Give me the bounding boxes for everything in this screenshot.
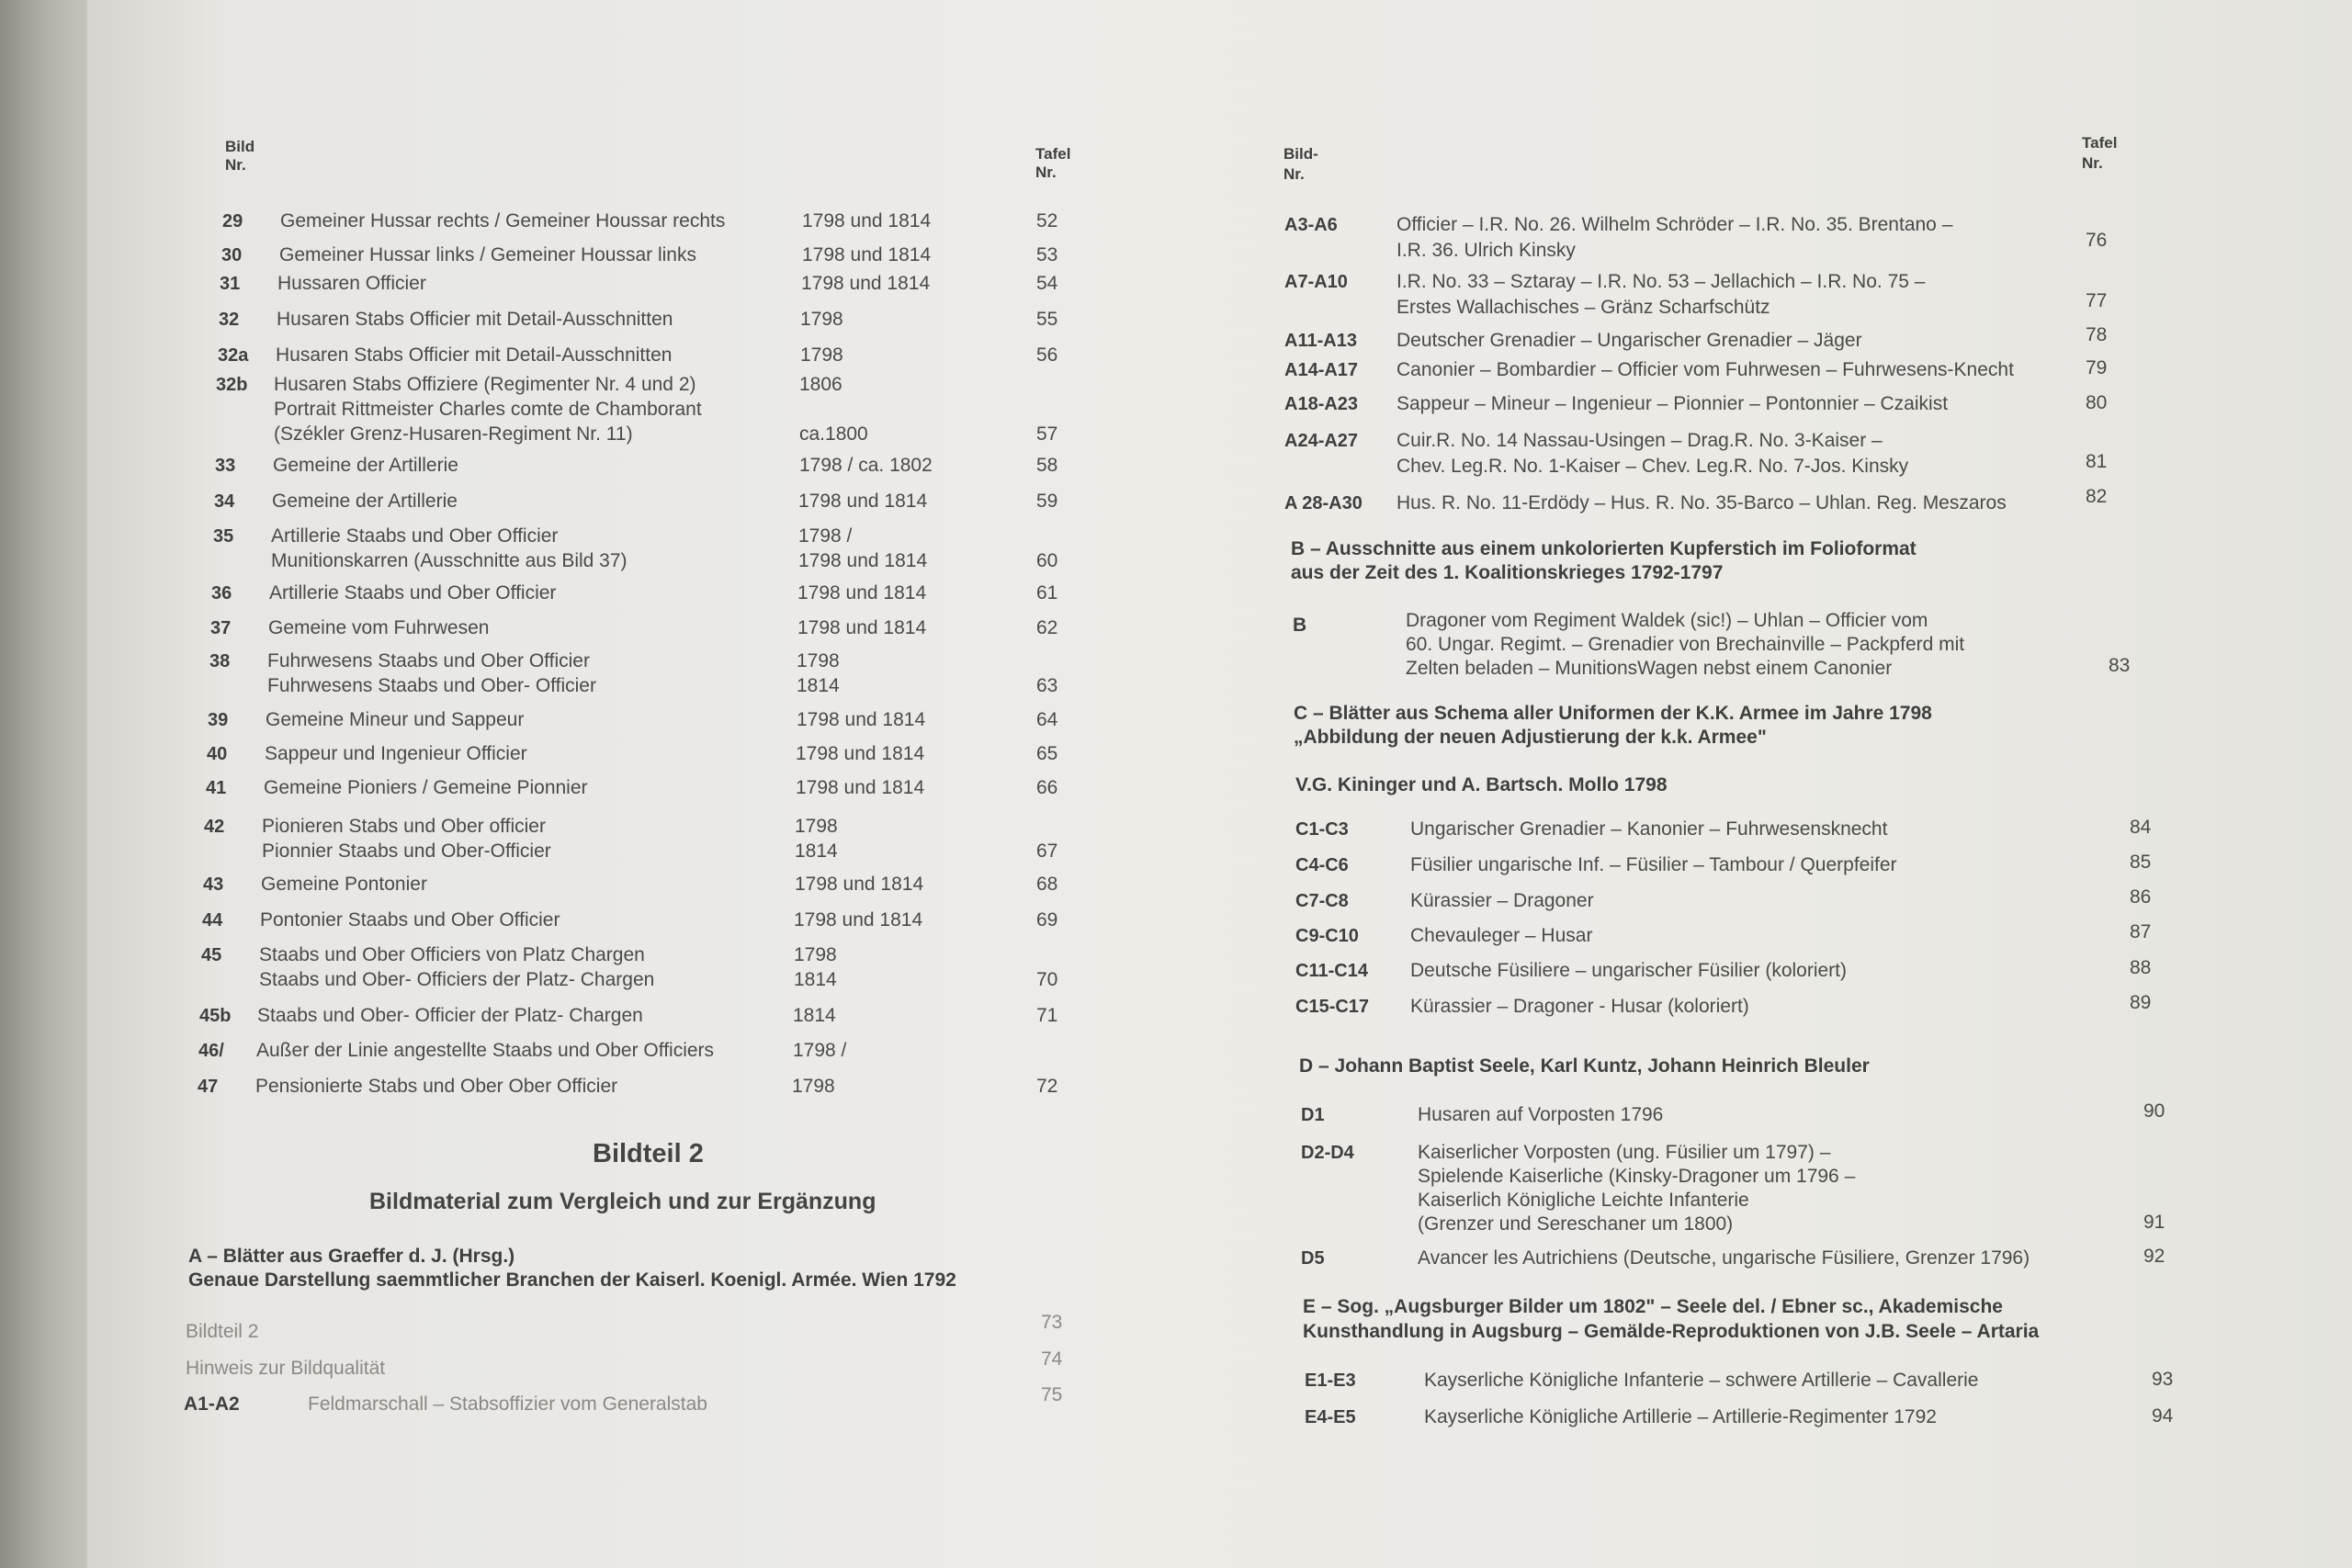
tafel-number: 69 bbox=[1036, 909, 1058, 931]
row-number: 32b bbox=[216, 375, 248, 395]
row-number: 29 bbox=[222, 211, 243, 231]
section-c-line2: „Abbildung der neuen Adjustierung der k.k. Armee" bbox=[1294, 727, 1767, 748]
row-number: 41 bbox=[206, 778, 227, 798]
tafel-number: 89 bbox=[2130, 992, 2152, 1013]
row-title: I.R. 36. Ulrich Kinsky bbox=[1396, 240, 1576, 261]
section-a-line1: A – Blätter aus Graeffer d. J. (Hrsg.) bbox=[188, 1246, 515, 1267]
row-title: (Székler Grenz-Husaren-Regiment Nr. 11) bbox=[274, 423, 633, 445]
row-title: Pensionierte Stabs und Ober Ober Officier bbox=[255, 1076, 618, 1097]
row-number: D2-D4 bbox=[1301, 1143, 1354, 1163]
row-date: 1798 und 1814 bbox=[796, 743, 925, 764]
tafel-number: 70 bbox=[1036, 969, 1058, 990]
row-number: E1-E3 bbox=[1305, 1371, 1356, 1391]
section-e-line2: Kunsthandlung in Augsburg – Gemälde-Reproduktionen von J.B. Seele – Artaria bbox=[1303, 1321, 2040, 1342]
row-number: C11-C14 bbox=[1295, 961, 1368, 981]
row-date: 1798 / ca. 1802 bbox=[799, 455, 933, 476]
row-date: 1798 bbox=[797, 650, 840, 671]
row-number: D5 bbox=[1301, 1248, 1325, 1269]
row-number: A14-A17 bbox=[1284, 360, 1359, 380]
tafel-number: 79 bbox=[2086, 357, 2108, 378]
row-number: 34 bbox=[214, 491, 235, 512]
tafel-number: 78 bbox=[2086, 324, 2108, 345]
tafel-number: 54 bbox=[1036, 273, 1058, 294]
tafel-number: 65 bbox=[1036, 743, 1058, 764]
row-number: 44 bbox=[202, 910, 223, 931]
row-date: 1798 und 1814 bbox=[797, 617, 927, 638]
row-number: A1-A2 bbox=[184, 1393, 240, 1415]
row-title: Pionnier Staabs und Ober-Officier bbox=[262, 840, 551, 862]
row-date: 1814 bbox=[794, 969, 837, 990]
book-page bbox=[87, 0, 2352, 1568]
row-title: Pontonier Staabs und Ober Officier bbox=[260, 909, 560, 931]
row-title: Hussaren Officier bbox=[277, 273, 426, 294]
row-date: 1798 und 1814 bbox=[802, 210, 932, 231]
tafel-nr-header: Nr. bbox=[1035, 164, 1057, 181]
tafel-number: 91 bbox=[2143, 1212, 2165, 1233]
row-title: Sappeur und Ingenieur Officier bbox=[265, 743, 527, 764]
section-b-line2: aus der Zeit des 1. Koalitionskrieges 1792-1797 bbox=[1291, 562, 1724, 583]
bildteil-subtitle: Bildmaterial zum Vergleich und zur Ergänzung bbox=[369, 1189, 876, 1214]
row-title: Staabs und Ober- Officier der Platz- Chargen bbox=[257, 1005, 643, 1026]
row-title: I.R. No. 33 – Sztaray – I.R. No. 53 – Jellachich – I.R. No. 75 – bbox=[1396, 271, 1926, 292]
row-date: 1798 bbox=[800, 309, 843, 330]
tafel-number: 57 bbox=[1036, 423, 1058, 445]
tafel-number: 75 bbox=[1041, 1384, 1063, 1405]
facing-page-edge bbox=[0, 0, 87, 1568]
tafel-number: 67 bbox=[1036, 840, 1058, 862]
section-c-subheading: V.G. Kininger und A. Bartsch. Mollo 1798 bbox=[1295, 774, 1668, 795]
row-title: Chevauleger – Husar bbox=[1410, 925, 1593, 946]
tafel-number: 72 bbox=[1036, 1076, 1058, 1097]
tafel-number: 60 bbox=[1036, 550, 1058, 571]
row-title: Gemeine Mineur und Sappeur bbox=[266, 709, 525, 730]
row-number: C1-C3 bbox=[1295, 819, 1349, 840]
row-title: Kaiserlich Königliche Leichte Infanterie bbox=[1418, 1190, 1749, 1211]
row-number: A 28-A30 bbox=[1284, 493, 1363, 513]
row-date: 1798 bbox=[795, 816, 838, 837]
tafel-header: Tafel bbox=[2082, 134, 2118, 152]
tafel-number: 77 bbox=[2086, 290, 2108, 311]
tafel-number: 84 bbox=[2130, 817, 2152, 838]
tafel-number: 90 bbox=[2143, 1100, 2165, 1122]
tafel-number: 76 bbox=[2086, 230, 2108, 251]
row-title: Munitionskarren (Ausschnitte aus Bild 37) bbox=[271, 550, 628, 571]
row-number: 32a bbox=[218, 345, 249, 366]
row-number: 43 bbox=[203, 874, 224, 895]
row-number: 42 bbox=[204, 817, 225, 837]
row-title: Fuhrwesens Staabs und Ober Officier bbox=[267, 650, 590, 671]
row-number: C7-C8 bbox=[1295, 891, 1349, 911]
tafel-number: 87 bbox=[2130, 921, 2152, 942]
tafel-number: 82 bbox=[2086, 486, 2108, 507]
row-title: Officier – I.R. No. 26. Wilhelm Schröder – I.R. No. 35. Brentano – bbox=[1396, 214, 1953, 235]
row-date: 1798 und 1814 bbox=[797, 582, 927, 604]
row-title: Gemeine der Artillerie bbox=[273, 455, 458, 476]
bild-header: Bild- bbox=[1283, 145, 1318, 163]
row-title: Husaren Stabs Offiziere (Regimenter Nr. 4 und 2) bbox=[274, 374, 696, 395]
row-date: 1798 / bbox=[793, 1040, 847, 1061]
row-title: Artillerie Staabs und Ober Officier bbox=[271, 525, 559, 547]
row-title: Husaren Stabs Officier mit Detail-Ausschnitten bbox=[276, 344, 673, 366]
tafel-number: 63 bbox=[1036, 675, 1058, 696]
tafel-number: 71 bbox=[1036, 1005, 1058, 1026]
tafel-number: 73 bbox=[1041, 1312, 1063, 1333]
bild-nr-header: Nr. bbox=[1283, 165, 1305, 183]
row-title: Sappeur – Mineur – Ingenieur – Pionnier – Pontonnier – Czaikist bbox=[1396, 393, 1949, 414]
row-date: 1798 und 1814 bbox=[794, 909, 923, 931]
row-date: 1798 und 1814 bbox=[798, 491, 928, 512]
row-date: 1798 bbox=[794, 944, 837, 965]
row-title: Gemeiner Hussar rechts / Gemeiner Houssar rechts bbox=[280, 210, 726, 231]
row-number: 45b bbox=[199, 1006, 232, 1026]
tafel-number: 74 bbox=[1041, 1348, 1063, 1370]
tafel-number: 55 bbox=[1036, 309, 1058, 330]
tafel-number: 53 bbox=[1036, 244, 1058, 265]
row-number: A7-A10 bbox=[1284, 272, 1348, 292]
row-title: Gemeiner Hussar links / Gemeiner Houssar links bbox=[279, 244, 696, 265]
row-title: Gemeine Pioniers / Gemeine Pionnier bbox=[264, 777, 588, 798]
row-date: 1806 bbox=[799, 374, 842, 395]
tafel-number: 88 bbox=[2130, 957, 2152, 978]
bild-nr-header: Nr. bbox=[225, 156, 246, 174]
row-title: 60. Ungar. Regimt. – Grenadier von Brechainville – Packpferd mit bbox=[1406, 634, 1965, 655]
row-date: 1798 bbox=[800, 344, 843, 366]
row-title: Gemeine der Artillerie bbox=[272, 491, 458, 512]
row-title: Kaiserlicher Vorposten (ung. Füsilier um 1797) – bbox=[1418, 1142, 1831, 1163]
row-title: Erstes Wallachisches – Gränz Scharfschütz bbox=[1396, 297, 1770, 318]
row-title: Deutsche Füsiliere – ungarischer Füsilier (koloriert) bbox=[1410, 960, 1848, 981]
row-title: Staabs und Ober- Officiers der Platz- Chargen bbox=[259, 969, 655, 990]
row-number: 31 bbox=[220, 274, 241, 294]
section-c-line1: C – Blätter aus Schema aller Uniformen der K.K. Armee im Jahre 1798 bbox=[1294, 703, 1932, 724]
row-date: 1798 bbox=[792, 1076, 835, 1097]
section-a-line2: Genaue Darstellung saemmtlicher Branchen der Kaiserl. Koenigl. Armée. Wien 1792 bbox=[188, 1269, 956, 1291]
row-number: 30 bbox=[221, 245, 243, 265]
row-title: Kayserliche Königliche Artillerie – Artillerie-Regimenter 1792 bbox=[1424, 1406, 1937, 1427]
row-number: B bbox=[1293, 615, 1307, 636]
row-title: Gemeine vom Fuhrwesen bbox=[268, 617, 490, 638]
tafel-number: 56 bbox=[1036, 344, 1058, 366]
tafel-number: 92 bbox=[2143, 1246, 2165, 1267]
tafel-number: 85 bbox=[2130, 852, 2152, 873]
tafel-number: 68 bbox=[1036, 874, 1058, 895]
tafel-number: 93 bbox=[2152, 1369, 2174, 1390]
tafel-number: 52 bbox=[1036, 210, 1058, 231]
row-title: Bildteil 2 bbox=[186, 1321, 259, 1342]
row-title: Deutscher Grenadier – Ungarischer Grenadier – Jäger bbox=[1396, 330, 1862, 351]
row-number: 35 bbox=[213, 526, 234, 547]
section-d-heading: D – Johann Baptist Seele, Karl Kuntz, Johann Heinrich Bleuler bbox=[1299, 1055, 1870, 1077]
row-title: Kayserliche Königliche Infanterie – schwere Artillerie – Cavallerie bbox=[1424, 1370, 1979, 1391]
tafel-number: 64 bbox=[1036, 709, 1058, 730]
row-number: 46/ bbox=[198, 1041, 224, 1061]
row-title: Husaren auf Vorposten 1796 bbox=[1418, 1104, 1664, 1125]
row-title: Hinweis zur Bildqualität bbox=[186, 1358, 386, 1379]
tafel-header: Tafel bbox=[1035, 145, 1071, 163]
row-number: 45 bbox=[201, 945, 222, 965]
row-date: 1814 bbox=[795, 840, 838, 862]
row-title: Ungarischer Grenadier – Kanonier – Fuhrwesensknecht bbox=[1410, 818, 1888, 840]
row-number: 38 bbox=[209, 651, 231, 671]
tafel-nr-header: Nr. bbox=[2082, 154, 2103, 172]
row-number: C4-C6 bbox=[1295, 855, 1349, 875]
tafel-number: 66 bbox=[1036, 777, 1058, 798]
row-date: ca.1800 bbox=[799, 423, 868, 445]
row-number: 32 bbox=[219, 310, 240, 330]
row-title: Portrait Rittmeister Charles comte de Chamborant bbox=[274, 399, 702, 420]
row-title: Außer der Linie angestellte Staabs und Ober Officiers bbox=[256, 1040, 715, 1061]
row-title: Staabs und Ober Officiers von Platz Chargen bbox=[259, 944, 645, 965]
row-title: (Grenzer und Sereschaner um 1800) bbox=[1418, 1213, 1734, 1235]
tafel-number: 86 bbox=[2130, 886, 2152, 908]
row-number: C9-C10 bbox=[1295, 926, 1359, 946]
row-date: 1798 / bbox=[798, 525, 853, 547]
row-date: 1798 und 1814 bbox=[796, 777, 925, 798]
row-title: Chev. Leg.R. No. 1-Kaiser – Chev. Leg.R. No. 7-Jos. Kinsky bbox=[1396, 456, 1909, 477]
row-date: 1814 bbox=[797, 675, 840, 696]
row-number: A18-A23 bbox=[1284, 394, 1359, 414]
bild-header: Bild bbox=[225, 138, 255, 155]
row-title: Avancer les Autrichiens (Deutsche, ungarische Füsiliere, Grenzer 1796) bbox=[1418, 1247, 2030, 1269]
row-number: 39 bbox=[208, 710, 229, 730]
row-title: Feldmarschall – Stabsoffizier vom Generalstab bbox=[308, 1393, 707, 1415]
row-date: 1798 und 1814 bbox=[802, 244, 932, 265]
row-number: C15-C17 bbox=[1295, 997, 1370, 1017]
section-e-line1: E – Sog. „Augsburger Bilder um 1802" – Seele del. / Ebner sc., Akademische bbox=[1303, 1296, 2003, 1317]
row-number: 37 bbox=[210, 618, 232, 638]
tafel-number: 80 bbox=[2086, 392, 2108, 413]
tafel-number: 61 bbox=[1036, 582, 1058, 604]
tafel-number: 62 bbox=[1036, 617, 1058, 638]
row-date: 1814 bbox=[793, 1005, 836, 1026]
row-number: A3-A6 bbox=[1284, 215, 1338, 235]
row-title: Cuir.R. No. 14 Nassau-Usingen – Drag.R. No. 3-Kaiser – bbox=[1396, 430, 1883, 451]
tafel-number: 81 bbox=[2086, 451, 2108, 472]
row-number: A24-A27 bbox=[1284, 431, 1359, 451]
row-title: Zelten beladen – MunitionsWagen nebst einem Canonier bbox=[1406, 658, 1893, 679]
row-title: Kürassier – Dragoner bbox=[1410, 890, 1594, 911]
row-number: 33 bbox=[215, 456, 236, 476]
row-title: Pionieren Stabs und Ober officier bbox=[262, 816, 546, 837]
row-date: 1798 und 1814 bbox=[801, 273, 931, 294]
row-title: Gemeine Pontonier bbox=[261, 874, 427, 895]
section-b-line1: B – Ausschnitte aus einem unkolorierten Kupferstich im Folioformat bbox=[1291, 538, 1917, 559]
row-date: 1798 und 1814 bbox=[797, 709, 926, 730]
tafel-number: 58 bbox=[1036, 455, 1058, 476]
row-title: Dragoner vom Regiment Waldek (sic!) – Uhlan – Officier vom bbox=[1406, 610, 1928, 631]
row-number: 36 bbox=[211, 583, 232, 604]
row-title: Canonier – Bombardier – Officier vom Fuhrwesen – Fuhrwesens-Knecht bbox=[1396, 359, 2014, 380]
row-title: Fuhrwesens Staabs und Ober- Officier bbox=[267, 675, 596, 696]
row-number: D1 bbox=[1301, 1105, 1325, 1125]
row-title: Spielende Kaiserliche (Kinsky-Dragoner um 1796 – bbox=[1418, 1166, 1856, 1187]
bildteil-heading: Bildteil 2 bbox=[593, 1139, 704, 1168]
tafel-number: 94 bbox=[2152, 1405, 2174, 1427]
tafel-number: 83 bbox=[2109, 655, 2131, 676]
row-date: 1798 und 1814 bbox=[798, 550, 928, 571]
row-title: Husaren Stabs Officier mit Detail-Ausschnitten bbox=[277, 309, 673, 330]
row-date: 1798 und 1814 bbox=[795, 874, 924, 895]
row-number: A11-A13 bbox=[1284, 331, 1357, 351]
row-number: 47 bbox=[198, 1077, 219, 1097]
row-title: Füsilier ungarische Inf. – Füsilier – Tambour / Querpfeifer bbox=[1410, 854, 1897, 875]
row-number: E4-E5 bbox=[1305, 1407, 1356, 1427]
row-number: 40 bbox=[207, 744, 228, 764]
tafel-number: 59 bbox=[1036, 491, 1058, 512]
row-title: Hus. R. No. 11-Erdödy – Hus. R. No. 35-Barco – Uhlan. Reg. Meszaros bbox=[1396, 492, 2007, 513]
row-title: Kürassier – Dragoner - Husar (koloriert) bbox=[1410, 996, 1749, 1017]
row-title: Artillerie Staabs und Ober Officier bbox=[269, 582, 557, 604]
